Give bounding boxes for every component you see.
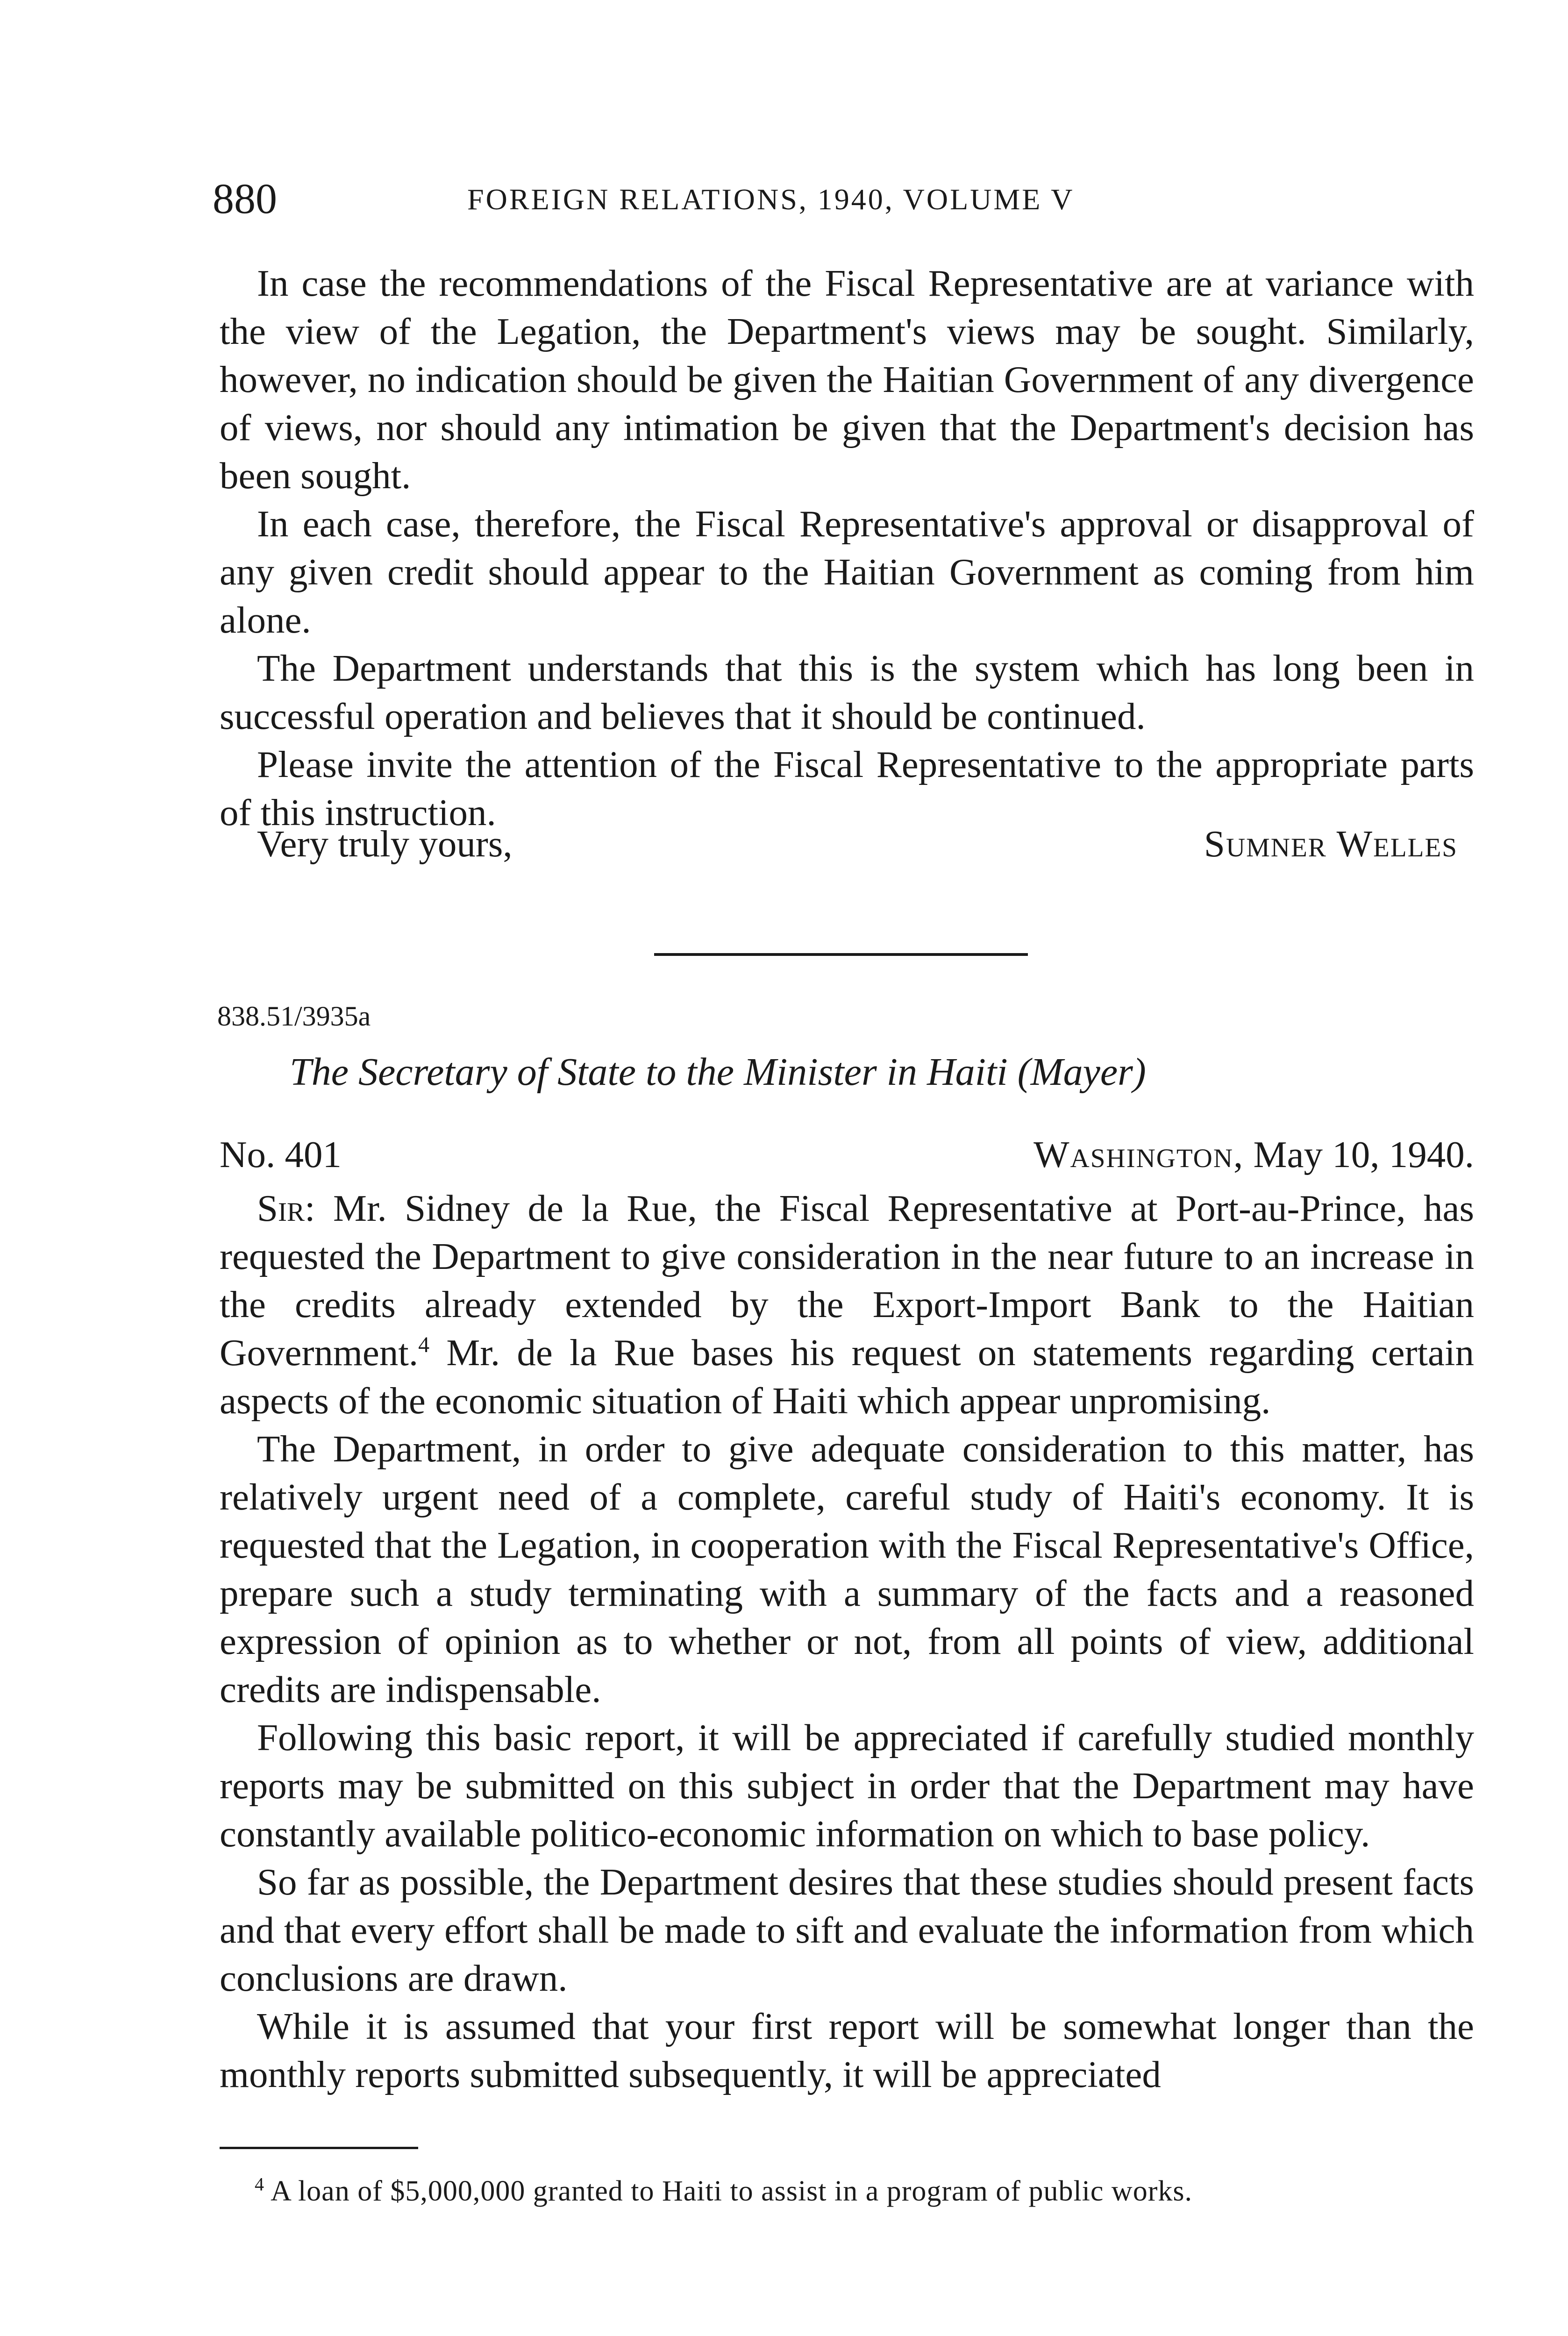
running-head: FOREIGN RELATIONS, 1940, VOLUME V bbox=[467, 183, 1075, 216]
page-number: 880 bbox=[213, 175, 277, 222]
paragraph: Please invite the attention of the Fiscal Representative to the appropriate parts of this instruction. bbox=[220, 743, 1474, 833]
instruction-number: No. 401 bbox=[220, 1133, 342, 1175]
file-number: 838.51/3935a bbox=[217, 1001, 371, 1032]
date: May 10, 1940. bbox=[1253, 1133, 1474, 1175]
footnote-divider bbox=[220, 2147, 418, 2149]
footnote-text: A loan of $5,000,000 granted to Haiti to assist in a program of public works. bbox=[271, 2175, 1192, 2207]
salutation: Sir: bbox=[257, 1187, 315, 1229]
paragraph-text: Mr. de la Rue bases his request on statements regarding certain aspects of the economic situation of Haiti which appear unpromising. bbox=[220, 1332, 1474, 1422]
paragraph bbox=[220, 1184, 1474, 1425]
footnote bbox=[255, 2172, 1479, 2210]
place: Washington, bbox=[1033, 1133, 1244, 1175]
paragraph: While it is assumed that your first report will be somewhat longer than the monthly reports submitted subsequently, it will be appreciated bbox=[220, 2005, 1474, 2095]
document-title: The Secretary of State to the Minister in Haiti (Mayer) bbox=[290, 1050, 1146, 1094]
second-document-body bbox=[220, 1184, 1474, 2099]
paragraph: In each case, therefore, the Fiscal Representative's approval or disapproval of any given credit should appear to the Haitian Government as coming from him alone. bbox=[220, 503, 1474, 641]
page-header bbox=[213, 173, 1362, 224]
paragraph: The Department understands that this is the system which has long been in successful operation and believes that it should be continued. bbox=[220, 647, 1474, 737]
section-divider bbox=[654, 953, 1028, 956]
paragraph: Following this basic report, it will be appreciated if carefully studied monthly reports may be submitted on this subject in order that the Department may have constantly available politico-economic information on which to base policy. bbox=[220, 1716, 1474, 1855]
paragraph: So far as possible, the Department desires that these studies should present facts and that every effort shall be made to sift and evaluate the information from which conclusions are drawn. bbox=[220, 1861, 1474, 1999]
complimentary-close: Very truly yours, bbox=[257, 823, 513, 865]
first-document-body bbox=[220, 259, 1474, 837]
dateline bbox=[220, 1131, 1474, 1182]
closing-line bbox=[257, 820, 1458, 871]
paragraph: The Department, in order to give adequate consideration to this matter, has relatively urgent need of a complete, careful study of Haiti's economy. It is requested that the Legation, in cooperation with the Fiscal Representative's Office, prepare such a study terminating with a summary of the facts and a reasoned expression of opinion as to whether or not, from all points of view, additional credits are indispensable. bbox=[220, 1428, 1474, 1710]
footnote-marker: 4 bbox=[255, 2173, 264, 2195]
place-and-date bbox=[1033, 1131, 1474, 1179]
footnote-reference[interactable]: 4 bbox=[418, 1332, 430, 1357]
paragraph-text: Mr. Sidney de la Rue, the Fiscal Representative at Port-au-Prince, has requested the Department to give consideration in the near future to an increase in the credits already extended by the Export-Import Bank to the Haitian Government. bbox=[220, 1187, 1474, 1374]
paragraph: In case the recommendations of the Fiscal Representative are at variance with the view of the Legation, the Department's views may be sought. Similarly, however, no indication should be given the Haitian Government of any divergence of views, nor should any intimation be given that the Department's decision has been sought. bbox=[220, 262, 1474, 497]
signature: Sumner Welles bbox=[1204, 823, 1458, 865]
